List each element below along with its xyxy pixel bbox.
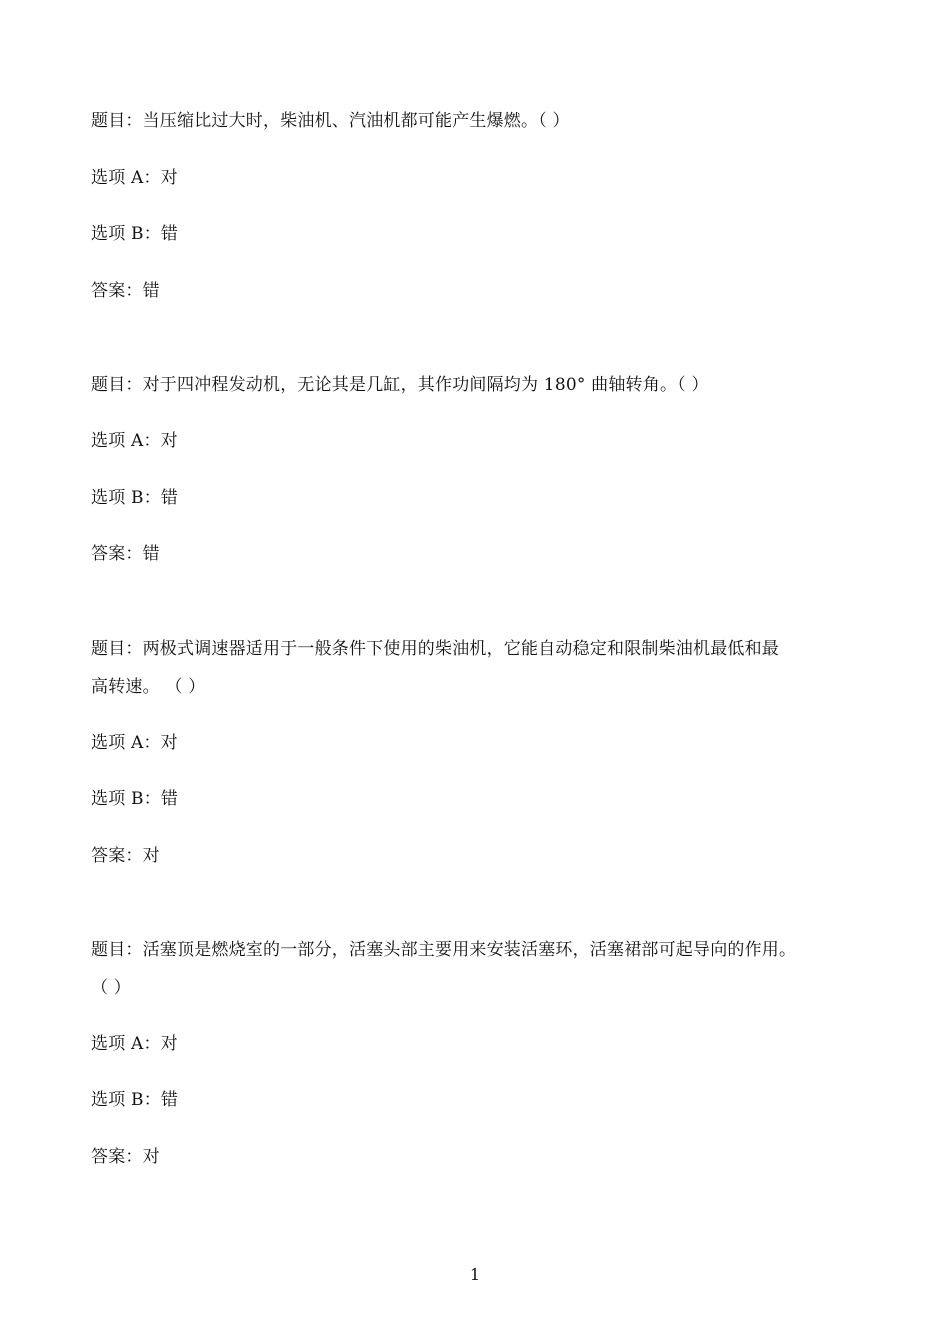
question-3-option-a: 选项 A：对: [91, 733, 178, 753]
page-number: 1: [469, 1265, 481, 1284]
question-4-option-b: 选项 B：错: [91, 1090, 179, 1110]
question-3-option-b: 选项 B：错: [91, 789, 179, 809]
question-3-answer: 答案：对: [91, 846, 160, 866]
question-3-title-line-1: 题目：两极式调速器适用于一般条件下使用的柴油机，它能自动稳定和限制柴油机最低和最: [91, 639, 779, 659]
question-4-title-line-1: 题目：活塞顶是燃烧室的一部分，活塞头部主要用来安装活塞环，活塞裙部可起导向的作用。: [91, 940, 797, 960]
question-1-option-b: 选项 B：错: [91, 224, 179, 244]
question-2-option-b: 选项 B：错: [91, 488, 179, 508]
question-2-title: 题目：对于四冲程发动机，无论其是几缸，其作功间隔均为 180° 曲轴转角。（ ）: [91, 375, 709, 395]
question-1-title: 题目：当压缩比过大时，柴油机、汽油机都可能产生爆燃。（ ）: [91, 111, 570, 131]
question-4-option-a: 选项 A：对: [91, 1034, 178, 1054]
question-4-answer: 答案：对: [91, 1147, 160, 1167]
question-3-title-line-2: 高转速。 （ ）: [91, 677, 206, 697]
question-2-answer: 答案：错: [91, 544, 160, 564]
question-2-option-a: 选项 A：对: [91, 431, 178, 451]
question-1-answer: 答案：错: [91, 281, 160, 301]
question-1-option-a: 选项 A：对: [91, 168, 178, 188]
question-4-title-line-2: （ ）: [91, 978, 132, 998]
